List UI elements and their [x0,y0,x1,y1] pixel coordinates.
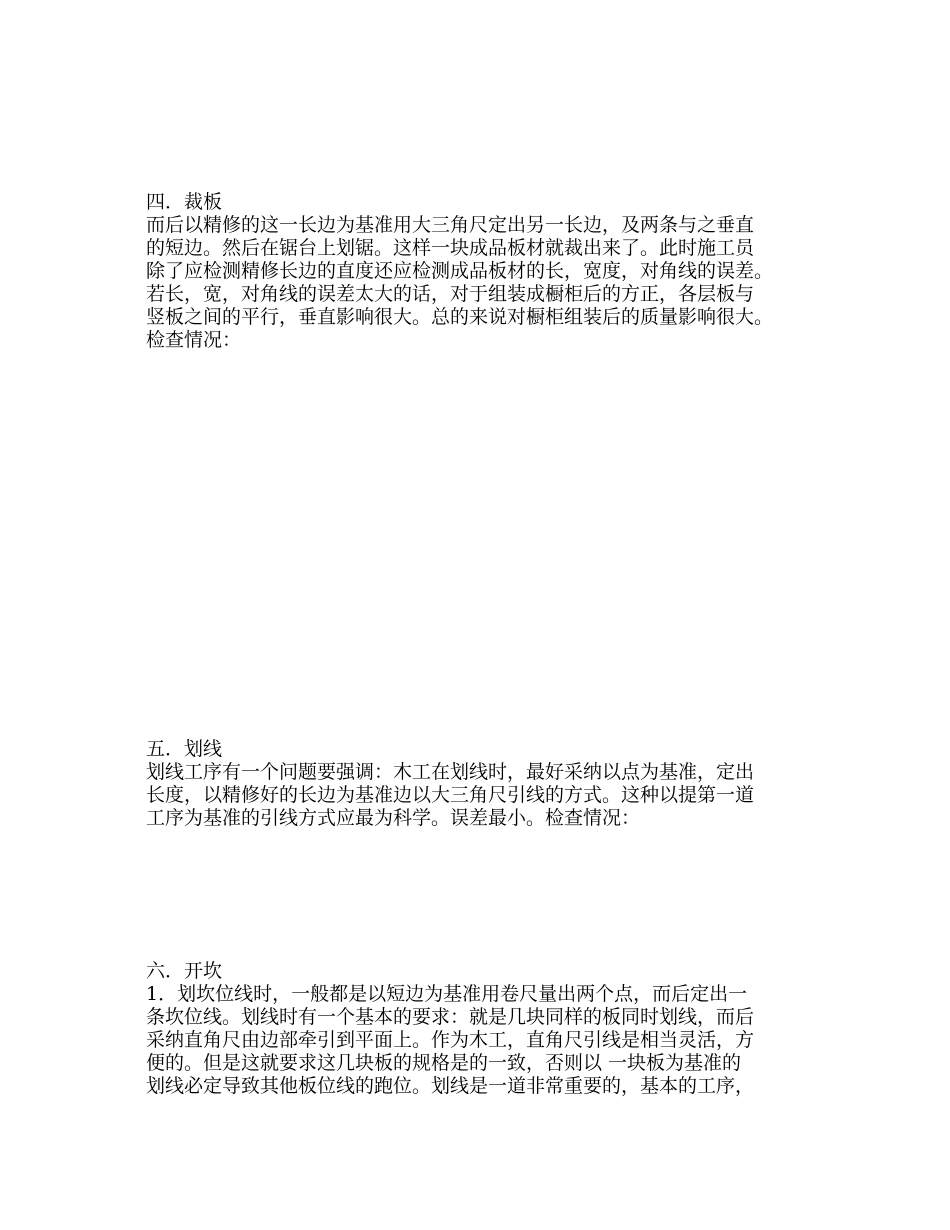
paragraph-line: 便的。但是这就要求这几块板的规格是的一致，否则以 一块板为基准的 [146,1052,742,1074]
paragraph-line: 条坎位线。划线时有一个基本的要求：就是几块同样的板同时划线，而后 [146,1006,755,1028]
paragraph-line: 长度，以精修好的长边为基准边以大三角尺引线的方式。这种以提第一道 [146,784,755,806]
paragraph-line: 竖板之间的平行，垂直影响很大。总的来说对橱柜组装后的质量影响很大。 [146,306,774,328]
paragraph-line: 划线必定导致其他板位线的跑位。划线是一道非常重要的，基本的工序， [146,1075,755,1097]
paragraph-line: 若长，宽，对角线的误差太大的话，对于组装成橱柜后的方正，各层板与 [146,283,755,305]
paragraph-line: 采纳直角尺由边部牵引到平面上。作为木工，直角尺引线是相当灵活，方 [146,1029,755,1051]
section-marking-lines [146,738,866,830]
paragraph-line: 划线工序有一个问题要强调：木工在划线时，最好采纳以点为基准，定出 [146,761,755,783]
paragraph-line: 而后以精修的这一长边为基准用大三角尺定出另一长边，及两条与之垂直 [146,214,755,236]
paragraph-line: 除了应检测精修长边的直度还应检测成品板材的长，宽度，对角线的误差。 [146,260,774,282]
paragraph-line: 工序为基准的引线方式应最为科学。误差最小。检查情况： [146,807,641,829]
paragraph-line: 1．划坎位线时，一般都是以短边为基准用卷尺量出两个点，而后定出一 [146,983,748,1005]
paragraph-line: 检查情况： [146,329,242,351]
section-cutting-boards [146,191,866,352]
section-heading: 六．开坎 [146,960,223,982]
section-grooving [146,960,866,1098]
section-heading: 五．划线 [146,738,223,760]
section-heading: 四．裁板 [146,191,223,213]
paragraph-line: 的短边。然后在锯台上划锯。这样一块成品板材就裁出来了。此时施工员 [146,237,755,259]
